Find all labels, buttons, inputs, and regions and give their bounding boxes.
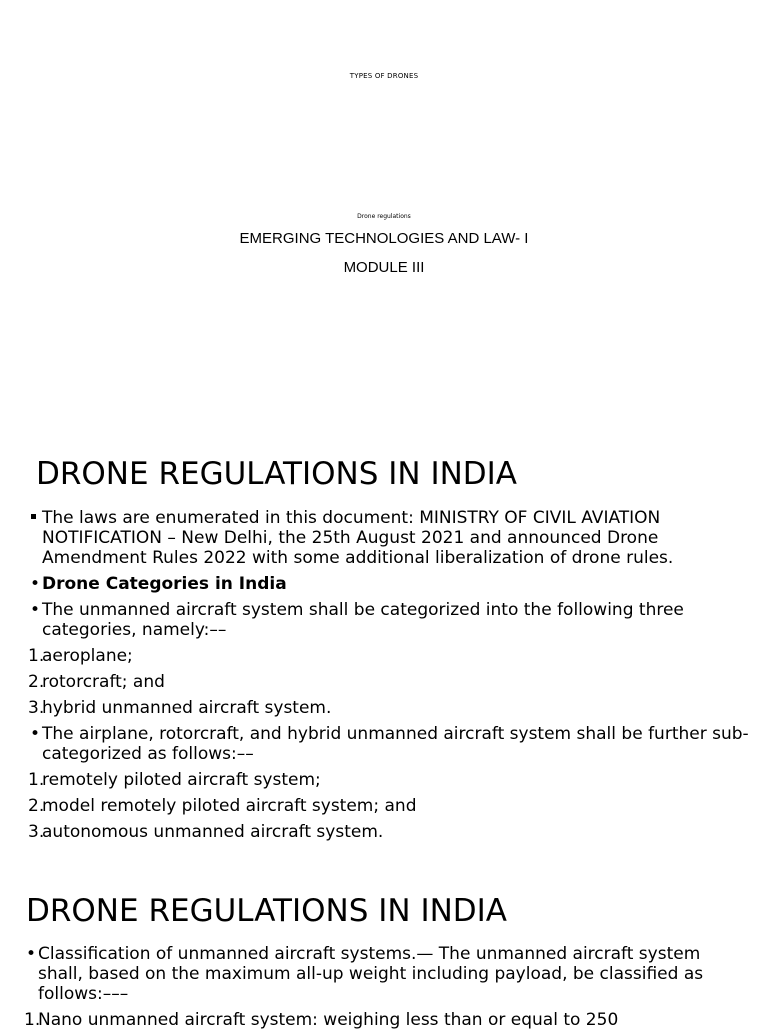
list-item-text: autonomous unmanned aircraft system. (42, 822, 384, 842)
list-number: 1. (24, 1010, 41, 1030)
list-number: 1. (28, 646, 45, 666)
round-bullet-icon: • (30, 600, 41, 620)
section2-heading: DRONE REGULATIONS IN INDIA (26, 893, 507, 929)
list-item (26, 1010, 746, 1030)
list-number: 1. (28, 770, 45, 790)
round-bullet-icon: • (30, 574, 41, 594)
intro-text: The laws are enumerated in this document: MINISTRY OF CIVIL AVIATION NOTIFICATION – New Delhi, the 25th August 2021 and announced Drone Amendment Rules 2022 with some additional liberalization of drone rules. (42, 508, 674, 568)
categories-heading: Drone Categories in India (42, 574, 287, 594)
list-item (30, 698, 750, 718)
list-number: 3. (28, 698, 45, 718)
list-item-text: hybrid unmanned aircraft system. (42, 698, 332, 718)
categories-intro: The unmanned aircraft system shall be categorized into the following three categories, namely:–– (42, 600, 684, 640)
list-number: 2. (28, 672, 45, 692)
classification-intro: Classification of unmanned aircraft systems.— The unmanned aircraft system shall, based on the maximum all-up weight including payload, be classified as follows:––– (38, 944, 704, 1004)
list-item (30, 770, 750, 790)
module-title: MODULE III (343, 259, 425, 276)
subcat-intro: The airplane, rotorcraft, and hybrid unmanned aircraft system shall be further sub-categorized as follows:–– (42, 724, 749, 764)
section1-heading: DRONE REGULATIONS IN INDIA (36, 456, 517, 492)
classification-intro-item (26, 944, 746, 1004)
list-number: 3. (28, 822, 45, 842)
square-bullet-icon (31, 514, 36, 519)
section1-content (30, 508, 750, 848)
section2-content (26, 944, 746, 1036)
list-item-text: aeroplane; (42, 646, 133, 666)
list-item-text: rotorcraft; and (42, 672, 165, 692)
subcat-intro-item (30, 724, 750, 764)
list-item-text: Nano unmanned aircraft system: weighing less than or equal to 250 (38, 1010, 619, 1030)
categories-heading-item (30, 574, 750, 594)
round-bullet-icon: • (30, 724, 41, 744)
list-item (30, 646, 750, 666)
cover-small-title: TYPES OF DRONES (349, 72, 419, 80)
list-item-text: remotely piloted aircraft system; (42, 770, 321, 790)
list-item (30, 796, 750, 816)
intro-paragraph (30, 508, 750, 568)
list-item-text: model remotely piloted aircraft system; and (42, 796, 417, 816)
list-item (30, 672, 750, 692)
categories-intro-item (30, 600, 750, 640)
list-number: 2. (28, 796, 45, 816)
cover-small-subtitle: Drone regulations (357, 213, 411, 220)
list-item (30, 822, 750, 842)
course-title: EMERGING TECHNOLOGIES AND LAW- I (239, 230, 529, 247)
round-bullet-icon: • (26, 944, 37, 964)
